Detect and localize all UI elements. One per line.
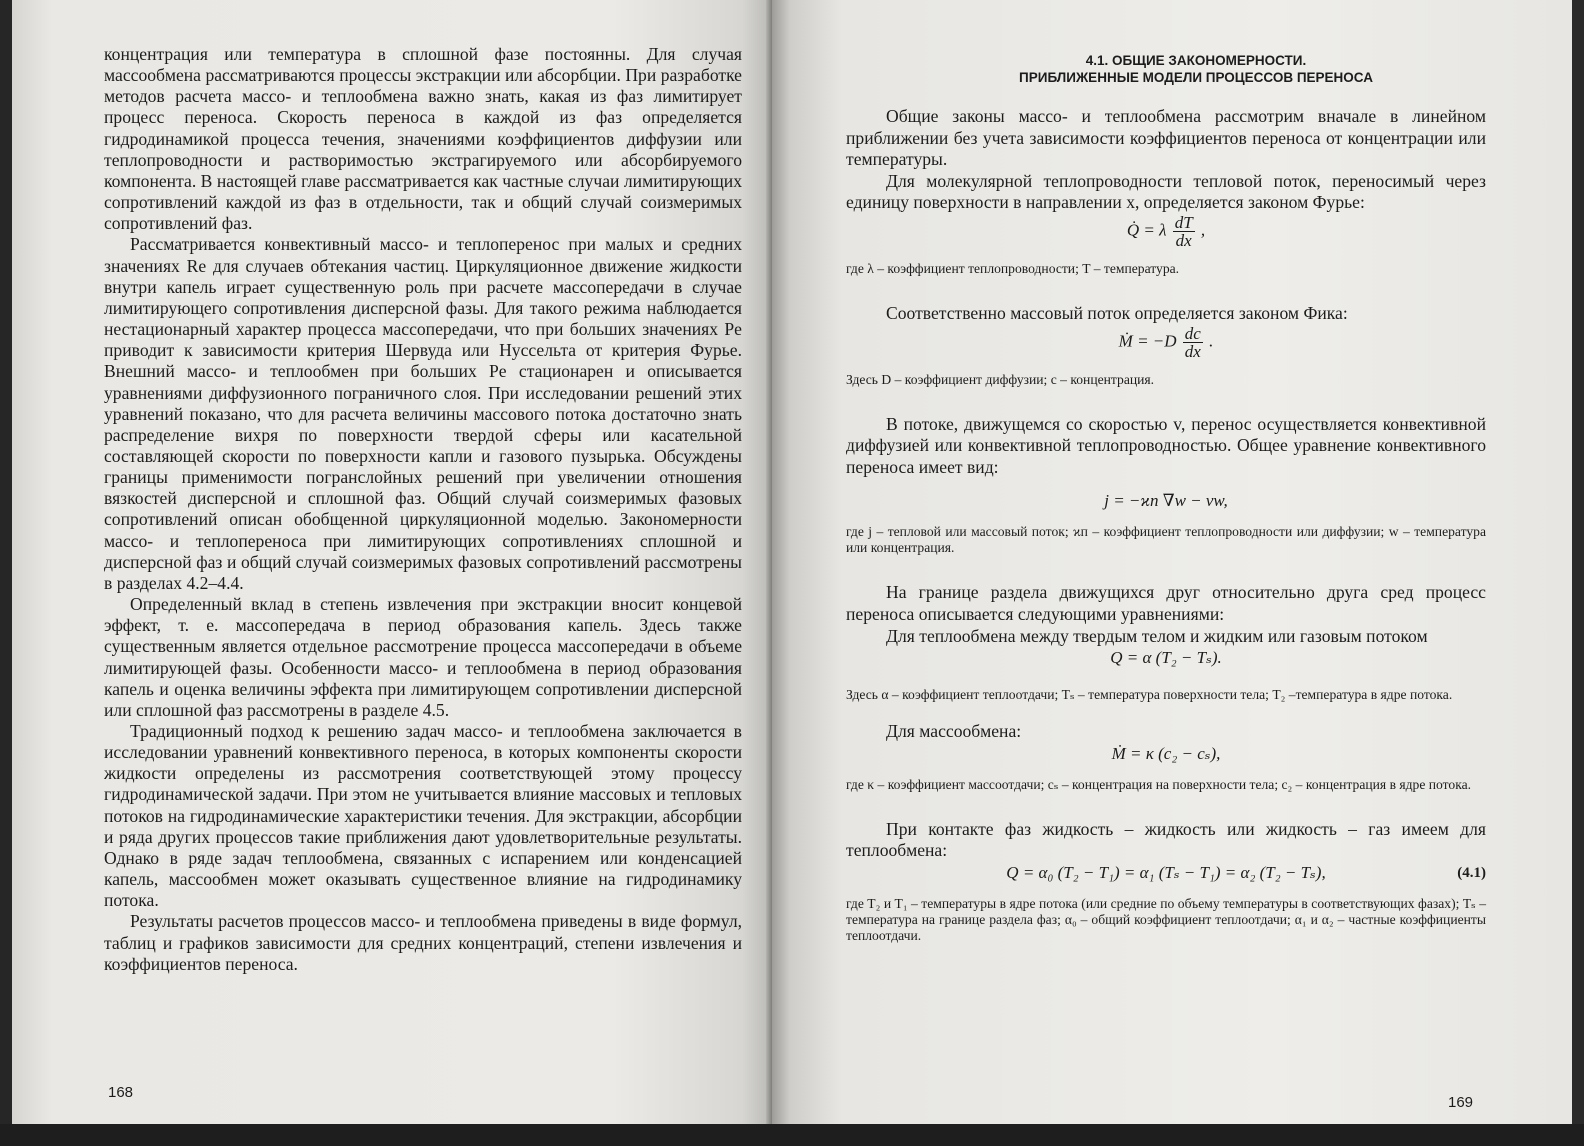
note-convective: где j – тепловой или массовый поток; ϰп – коэффициент теплопроводности или диффузии; w – температура или концентрация. <box>846 524 1486 556</box>
formula-fick-tail: . <box>1209 330 1214 350</box>
left-paragraph-3: Определенный вклад в степень извлечения при экстракции вносит концевой эффект, т. е. массопередача в период образования капель. Здесь также существенным является отдельное рассмотрение процесса массопередачи в объеме лимитирующей фазы. Особенности массо- и теплообмена в период образования капель и оценка величины эффекта при лимитирующем сопротивлении дисперсной или сплошной фаз рассмотрены в разделе 4.5. <box>104 594 742 720</box>
section-heading-line-2: ПРИБЛИЖЕННЫЕ МОДЕЛИ ПРОЦЕССОВ ПЕРЕНОСА <box>1019 70 1373 85</box>
formula-fick-fraction <box>1183 325 1203 360</box>
left-paragraph-1: концентрация или температура в сплошной фазе постоянны. Для случая массообмена рассматриваются процессы экстракции или абсорбции. При разработке методов расчета массо- и теплообмена важно знать, какая из фаз лимитирует процесс переноса. Скорость переноса в каждой из фаз определяется гидродинамикой процесса течения, значениями коэффициентов диффузии или теплопроводности и растворимостью экстрагируемого или абсорбируемого компонента. В настоящей главе рассматривается как частные случаи лимитирующих сопротивлений каждой из фаз в отдельности, так и общий случай соизмеримых сопротивлений фаз. <box>104 44 742 234</box>
note-4-1: где T₂ и T₁ – температуры в ядре потока (или средние по объему температуры в соответствующих фазах); Tₛ – температура на границе раздела фаз; α₀ – общий коэффициент теплоотдачи; α₁ и α₂ – частные коэффициенты теплоотдачи. <box>846 895 1486 943</box>
note-mass-transfer: где κ – коэффициент массоотдачи; cₛ – концентрация на поверхности тела; c₂ – концентрация в ядре потока. <box>846 776 1472 792</box>
section-heading-line-1: 4.1. ОБЩИЕ ЗАКОНОМЕРНОСТИ. <box>1085 53 1307 68</box>
left-page <box>12 0 772 1124</box>
right-paragraph-4: В потоке, движущемся со скоростью v, перенос осуществляется конвективной диффузией или конвективной теплопроводностью. Общее уравнение конвективного переноса имеет вид: <box>846 413 1486 477</box>
scanner-edge <box>1572 0 1584 1146</box>
formula-mass-transfer: Ṁ = κ (c₂ − cₛ), <box>1111 743 1221 763</box>
left-page-number: 168 <box>108 1084 134 1101</box>
right-paragraph-3: Соответственно массовый поток определяется законом Фика: <box>886 302 1348 323</box>
section-heading <box>906 52 1486 86</box>
formula-fick-lhs: Ṁ = −D <box>1118 330 1177 350</box>
formula-fourier <box>846 214 1486 249</box>
right-paragraph-6: Для теплообмена между твердым телом и жидким или газовым потоком <box>886 625 1428 646</box>
formula-fick <box>846 325 1486 360</box>
right-page-number: 169 <box>1448 1094 1474 1111</box>
formula-fourier-denominator: dx <box>1175 230 1192 250</box>
left-paragraph-5: Результаты расчетов процессов массо- и теплообмена приведены в виде формул, таблиц и графиков зависимости для средних концентраций, степени извлечения и коэффициентов переноса. <box>104 911 742 974</box>
formula-heat-transfer: Q = α (T₂ − Tₛ). <box>1110 648 1222 668</box>
left-paragraph-4: Традиционный подход к решению задач массо- и теплообмена заключается в исследовании уравнений конвективного переноса, в которых компоненты скорости жидкости определены из рассмотрения соответствующей этому процессу гидродинамической задачи. При этом не учитывается влияние массовых и тепловых потоков на гидродинамические характеристики течения. Для экстракции, абсорбции и ряда других процессов такие приближения дают удовлетворительные результаты. Однако в ряде задач теплообмена, связанных с испарением или конденсацией капель, массообмен может оказывать существенное влияние на гидродинамику потока. <box>104 721 742 911</box>
right-paragraph-5: На границе раздела движущихся друг относительно друга сред процесс переноса описывается следующими уравнениями: <box>846 582 1486 624</box>
right-paragraph-8: При контакте фаз жидкость – жидкость или жидкость – газ имеем для теплообмена: <box>846 818 1486 861</box>
formula-4-1-number: (4.1) <box>1457 864 1486 881</box>
scanner-bottom-edge <box>0 1124 1584 1146</box>
formula-4-1-body: Q = α₀ (T₂ − T₁) = α₁ (Tₛ − T₁) = α₂ (T₂ − Tₛ), <box>1006 862 1326 882</box>
note-heat-transfer: Здесь α – коэффициент теплоотдачи; Tₛ – температура поверхности тела; T₂ –температура в ядре потока. <box>846 687 1453 703</box>
formula-fick-denominator: dx <box>1184 341 1201 361</box>
right-paragraph-1: Общие законы массо- и теплообмена рассмотрим вначале в линейном приближении без учета зависимости коэффициентов переноса от концентрации или температуры. <box>846 106 1486 170</box>
formula-fourier-numerator: dT <box>1174 212 1193 232</box>
left-paragraph-2: Рассматривается конвективный массо- и теплоперенос при малых и средних значениях Re для случаев обтекания частиц. Циркуляционное движение жидкости внутри капель играет существенную роль при расчете массопередачи в случае лимитирующего сопротивления дисперсной фазы. Для такого режима наблюдается нестационарный характер процесса массопередачи, что при больших значениях Pe приводит к зависимости критерия Шервуда или Нуссельта от критерия Фурье. Внешний массо- и теплообмен при больших Pe стационарен и описывается уравнениями диффузионного пограничного слоя. При исследовании решений этих уравнений показано, что для расчета величины массового потока достаточно знать распределение вихря по поверхности твердой сферы или касательной составляющей скорости по поверхности капли и газового пузырька. Обсуждены границы применимости погранслойных решений при увеличении отношения вязкостей дисперсной и сплошной фаз. Общий случай соизмеримых фазовых сопротивлений описан обобщенной циркуляционной моделью. Закономерности массо- и теплопереноса при лимитирующих сопротивлениях сплошной и дисперсной фаз и общий случай соизмеримых фазовых сопротивлений рассмотрены в разделах 4.2–4.4. <box>104 234 742 593</box>
note-fick: Здесь D – коэффициент диффузии; c – концентрация. <box>846 371 1155 387</box>
formula-fourier-fraction <box>1173 214 1195 249</box>
formula-convective: j = −ϰп ∇w − vw, <box>1104 491 1228 511</box>
note-fourier: где λ – коэффициент теплопроводности; T – температура. <box>846 260 1180 276</box>
formula-fourier-lhs: Q̇ = λ <box>1126 220 1167 240</box>
right-page <box>772 0 1572 1124</box>
formula-fick-numerator: dc <box>1184 323 1201 343</box>
formula-fourier-tail: , <box>1200 220 1206 240</box>
formula-4-1 <box>846 862 1486 884</box>
right-paragraph-7: Для массообмена: <box>886 721 1022 742</box>
right-paragraph-2: Для молекулярной теплопроводности тепловой поток, переносимый через единицу поверхности в направлении x, определяется законом Фурье: <box>846 170 1486 213</box>
